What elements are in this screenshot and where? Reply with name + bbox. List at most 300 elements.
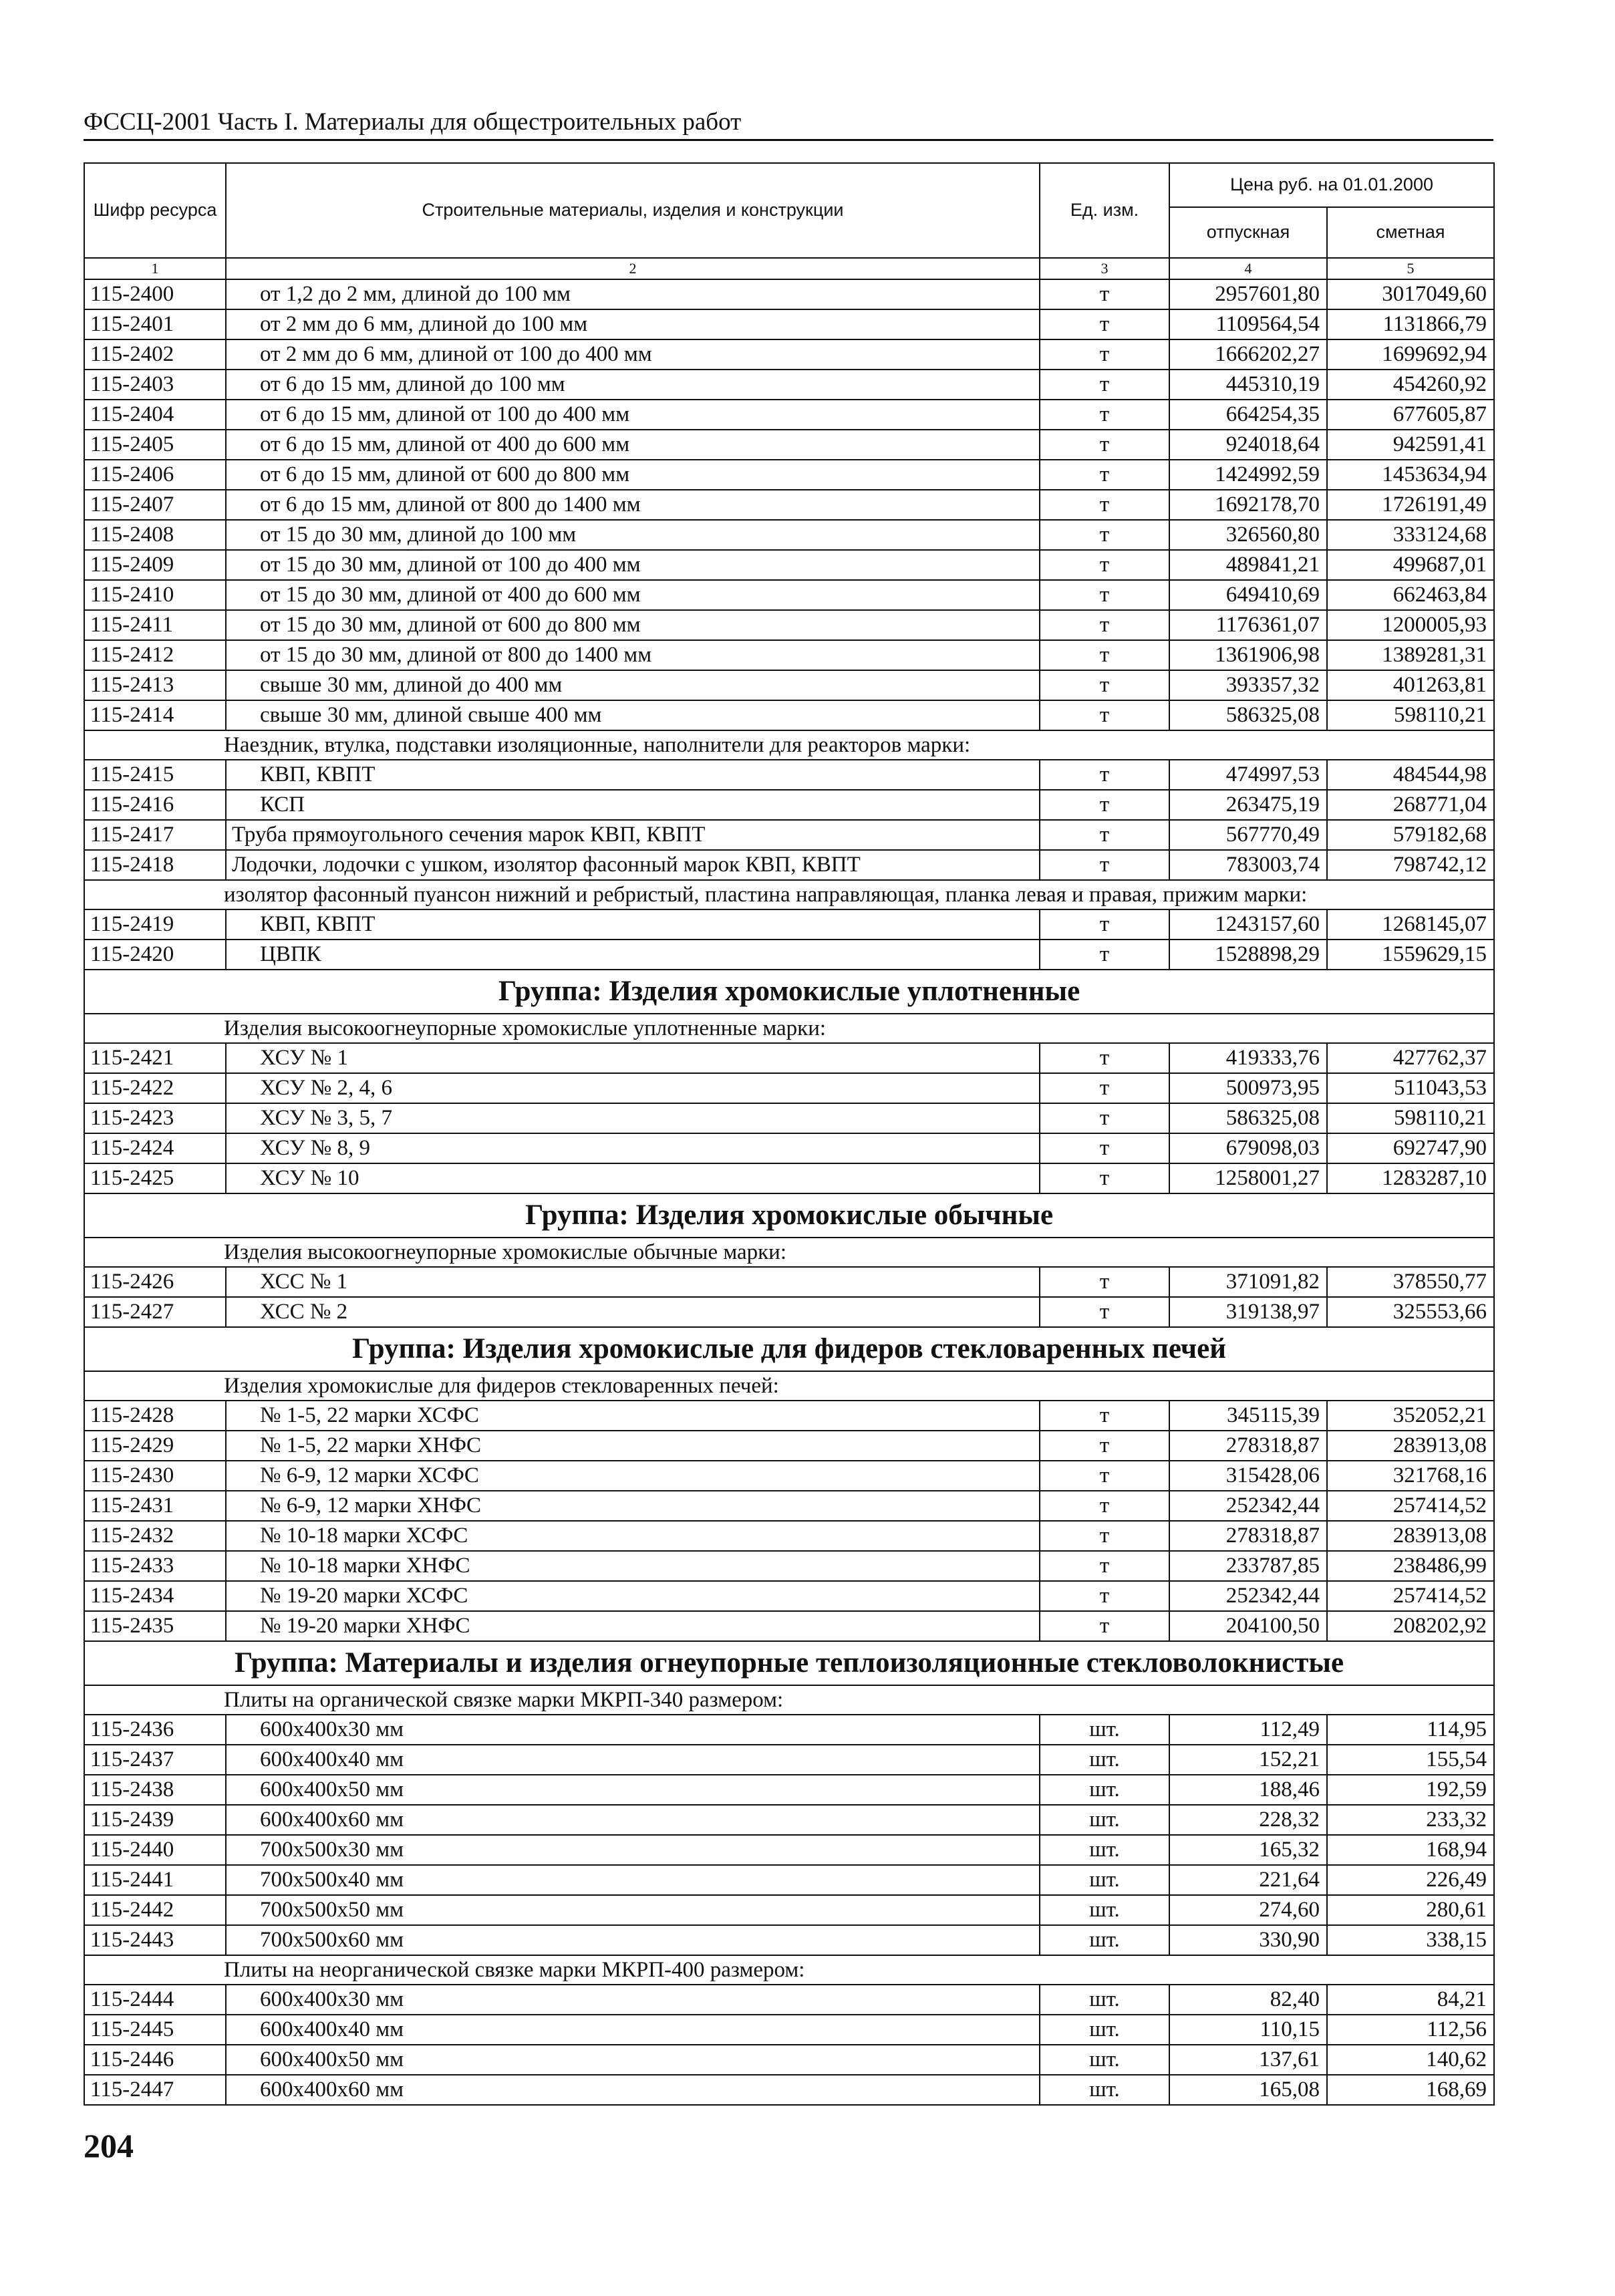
estimate-price: 1389281,31: [1327, 640, 1494, 670]
material-name: КСП: [226, 790, 1040, 820]
estimate-price: 1200005,93: [1327, 610, 1494, 640]
estimate-price: 155,54: [1327, 1745, 1494, 1775]
column-number: 5: [1327, 258, 1494, 279]
unit: т: [1040, 1073, 1169, 1103]
subgroup-row: [84, 1371, 1494, 1401]
estimate-price: 378550,77: [1327, 1267, 1494, 1297]
resource-code: 115-2404: [84, 400, 226, 430]
resource-code: 115-2438: [84, 1775, 226, 1805]
estimate-price: 1131866,79: [1327, 309, 1494, 339]
table-row: [84, 1611, 1494, 1641]
material-name: ХСУ № 1: [226, 1043, 1040, 1073]
table-row: [84, 370, 1494, 400]
release-price: 165,32: [1169, 1835, 1327, 1865]
release-price: 278318,87: [1169, 1521, 1327, 1551]
material-name: от 15 до 30 мм, длиной до 100 мм: [226, 520, 1040, 550]
col-header-code: Шифр ресурса: [84, 163, 226, 258]
estimate-price: 798742,12: [1327, 850, 1494, 880]
resource-code: 115-2417: [84, 820, 226, 850]
material-name: от 2 мм до 6 мм, длиной от 100 до 400 мм: [226, 339, 1040, 370]
table-row: [84, 1103, 1494, 1133]
material-name: от 6 до 15 мм, длиной до 100 мм: [226, 370, 1040, 400]
estimate-price: 226,49: [1327, 1865, 1494, 1895]
column-number: 2: [226, 258, 1040, 279]
unit: т: [1040, 1043, 1169, 1073]
estimate-price: 140,62: [1327, 2045, 1494, 2075]
estimate-price: 192,59: [1327, 1775, 1494, 1805]
unit: т: [1040, 460, 1169, 490]
unit: т: [1040, 610, 1169, 640]
estimate-price: 1453634,94: [1327, 460, 1494, 490]
material-name: 600x400x60 мм: [226, 2075, 1040, 2105]
estimate-price: 168,69: [1327, 2075, 1494, 2105]
table-row: [84, 1985, 1494, 2015]
release-price: 274,60: [1169, 1895, 1327, 1925]
table-row: [84, 490, 1494, 520]
unit: т: [1040, 790, 1169, 820]
release-price: 152,21: [1169, 1745, 1327, 1775]
table-row: [84, 700, 1494, 730]
estimate-price: 268771,04: [1327, 790, 1494, 820]
table-row: [84, 2045, 1494, 2075]
material-name: 600x400x40 мм: [226, 2015, 1040, 2045]
subgroup-title: Изделия высокоогнеупорные хромокислые уплотненные марки:: [84, 1014, 1494, 1043]
unit: т: [1040, 1133, 1169, 1163]
table-row: [84, 1401, 1494, 1431]
release-price: 1109564,54: [1169, 309, 1327, 339]
material-name: 700x500x40 мм: [226, 1865, 1040, 1895]
page-header: ФССЦ-2001 Часть I. Материалы для общестроительных работ: [84, 106, 1493, 141]
material-name: 700x500x50 мм: [226, 1895, 1040, 1925]
table-row: [84, 550, 1494, 580]
resource-code: 115-2444: [84, 1985, 226, 2015]
table-row: [84, 460, 1494, 490]
table-row: [84, 610, 1494, 640]
resource-code: 115-2443: [84, 1925, 226, 1955]
material-name: Лодочки, лодочки с ушком, изолятор фасонный марок КВП, КВПТ: [226, 850, 1040, 880]
material-name: ХСУ № 8, 9: [226, 1133, 1040, 1163]
release-price: 315428,06: [1169, 1461, 1327, 1491]
table-row: [84, 1073, 1494, 1103]
column-number: 1: [84, 258, 226, 279]
estimate-price: 238486,99: [1327, 1551, 1494, 1581]
material-name: ХСУ № 3, 5, 7: [226, 1103, 1040, 1133]
material-name: от 2 мм до 6 мм, длиной до 100 мм: [226, 309, 1040, 339]
table-row: [84, 1925, 1494, 1955]
release-price: 278318,87: [1169, 1431, 1327, 1461]
table-row: [84, 1715, 1494, 1745]
material-name: свыше 30 мм, длиной до 400 мм: [226, 670, 1040, 700]
estimate-price: 1699692,94: [1327, 339, 1494, 370]
table-row: [84, 1133, 1494, 1163]
unit: т: [1040, 1103, 1169, 1133]
table-row: [84, 820, 1494, 850]
unit: т: [1040, 640, 1169, 670]
estimate-price: 401263,81: [1327, 670, 1494, 700]
estimate-price: 338,15: [1327, 1925, 1494, 1955]
unit: т: [1040, 550, 1169, 580]
table-row: [84, 850, 1494, 880]
table-row: [84, 1581, 1494, 1611]
estimate-price: 579182,68: [1327, 820, 1494, 850]
table-row: [84, 309, 1494, 339]
release-price: 586325,08: [1169, 700, 1327, 730]
release-price: 1528898,29: [1169, 940, 1327, 970]
material-name: от 15 до 30 мм, длиной от 600 до 800 мм: [226, 610, 1040, 640]
release-price: 221,64: [1169, 1865, 1327, 1895]
release-price: 1666202,27: [1169, 339, 1327, 370]
release-price: 679098,03: [1169, 1133, 1327, 1163]
table-row: [84, 1431, 1494, 1461]
resource-code: 115-2446: [84, 2045, 226, 2075]
release-price: 233787,85: [1169, 1551, 1327, 1581]
col-header-release: отпускная: [1169, 207, 1327, 258]
release-price: 445310,19: [1169, 370, 1327, 400]
resource-code: 115-2403: [84, 370, 226, 400]
estimate-price: 208202,92: [1327, 1611, 1494, 1641]
material-name: № 19-20 марки ХСФС: [226, 1581, 1040, 1611]
subgroup-title: Изделия хромокислые для фидеров стекловаренных печей:: [84, 1371, 1494, 1401]
unit: шт.: [1040, 2045, 1169, 2075]
unit: т: [1040, 1297, 1169, 1327]
release-price: 419333,76: [1169, 1043, 1327, 1073]
resource-code: 115-2432: [84, 1521, 226, 1551]
resource-code: 115-2430: [84, 1461, 226, 1491]
release-price: 252342,44: [1169, 1581, 1327, 1611]
estimate-price: 333124,68: [1327, 520, 1494, 550]
material-name: от 15 до 30 мм, длиной от 800 до 1400 мм: [226, 640, 1040, 670]
material-name: от 6 до 15 мм, длиной от 600 до 800 мм: [226, 460, 1040, 490]
material-name: № 6-9, 12 марки ХНФС: [226, 1491, 1040, 1521]
table-row: [84, 1835, 1494, 1865]
resource-code: 115-2421: [84, 1043, 226, 1073]
estimate-price: 325553,66: [1327, 1297, 1494, 1327]
material-name: КВП, КВПТ: [226, 909, 1040, 940]
resource-code: 115-2416: [84, 790, 226, 820]
release-price: 1692178,70: [1169, 490, 1327, 520]
resource-code: 115-2427: [84, 1297, 226, 1327]
estimate-price: 454260,92: [1327, 370, 1494, 400]
resource-code: 115-2408: [84, 520, 226, 550]
material-name: ХСС № 1: [226, 1267, 1040, 1297]
unit: т: [1040, 1521, 1169, 1551]
unit: шт.: [1040, 1835, 1169, 1865]
material-name: 700x500x60 мм: [226, 1925, 1040, 1955]
estimate-price: 283913,08: [1327, 1431, 1494, 1461]
estimate-price: 114,95: [1327, 1715, 1494, 1745]
unit: т: [1040, 279, 1169, 309]
group-row: [84, 1193, 1494, 1238]
estimate-price: 427762,37: [1327, 1043, 1494, 1073]
table-row: [84, 1521, 1494, 1551]
unit: шт.: [1040, 2015, 1169, 2045]
material-name: свыше 30 мм, длиной свыше 400 мм: [226, 700, 1040, 730]
group-row: [84, 970, 1494, 1014]
unit: шт.: [1040, 1985, 1169, 2015]
release-price: 228,32: [1169, 1805, 1327, 1835]
estimate-price: 1283287,10: [1327, 1163, 1494, 1193]
resource-code: 115-2424: [84, 1133, 226, 1163]
group-title: Группа: Изделия хромокислые для фидеров стекловаренных печей: [84, 1327, 1494, 1371]
page-number: 204: [84, 2127, 134, 2164]
estimate-price: 662463,84: [1327, 580, 1494, 610]
release-price: 82,40: [1169, 1985, 1327, 2015]
release-price: 1361906,98: [1169, 640, 1327, 670]
unit: т: [1040, 1491, 1169, 1521]
material-name: 600x400x60 мм: [226, 1805, 1040, 1835]
release-price: 345115,39: [1169, 1401, 1327, 1431]
material-name: от 1,2 до 2 мм, длиной до 100 мм: [226, 279, 1040, 309]
table-row: [84, 1461, 1494, 1491]
table-row: [84, 670, 1494, 700]
unit: шт.: [1040, 1745, 1169, 1775]
table-row: [84, 760, 1494, 790]
subgroup-row: [84, 1014, 1494, 1043]
table-row: [84, 400, 1494, 430]
resource-code: 115-2434: [84, 1581, 226, 1611]
estimate-price: 692747,90: [1327, 1133, 1494, 1163]
column-numbers-row: [84, 258, 1494, 279]
subgroup-row: [84, 1685, 1494, 1715]
resource-code: 115-2433: [84, 1551, 226, 1581]
estimate-price: 233,32: [1327, 1805, 1494, 1835]
table-row: [84, 640, 1494, 670]
unit: шт.: [1040, 1895, 1169, 1925]
resource-code: 115-2447: [84, 2075, 226, 2105]
unit: т: [1040, 1461, 1169, 1491]
material-name: Труба прямоугольного сечения марок КВП, КВПТ: [226, 820, 1040, 850]
subgroup-row: [84, 1955, 1494, 1985]
resource-code: 115-2401: [84, 309, 226, 339]
release-price: 474997,53: [1169, 760, 1327, 790]
col-header-name: Строительные материалы, изделия и конструкции: [226, 163, 1040, 258]
resource-code: 115-2409: [84, 550, 226, 580]
subgroup-row: [84, 880, 1494, 909]
unit: т: [1040, 1581, 1169, 1611]
unit: т: [1040, 670, 1169, 700]
resource-code: 115-2410: [84, 580, 226, 610]
material-name: ХСУ № 10: [226, 1163, 1040, 1193]
subgroup-row: [84, 730, 1494, 760]
table-row: [84, 790, 1494, 820]
material-name: 600x400x50 мм: [226, 2045, 1040, 2075]
resource-code: 115-2437: [84, 1745, 226, 1775]
release-price: 371091,82: [1169, 1267, 1327, 1297]
material-name: 600x400x50 мм: [226, 1775, 1040, 1805]
price-table: [84, 162, 1495, 2106]
estimate-price: 1559629,15: [1327, 940, 1494, 970]
table-row: [84, 520, 1494, 550]
unit: т: [1040, 1611, 1169, 1641]
material-name: 600x400x30 мм: [226, 1985, 1040, 2015]
resource-code: 115-2419: [84, 909, 226, 940]
release-price: 137,61: [1169, 2045, 1327, 2075]
release-price: 188,46: [1169, 1775, 1327, 1805]
resource-code: 115-2406: [84, 460, 226, 490]
release-price: 204100,50: [1169, 1611, 1327, 1641]
resource-code: 115-2418: [84, 850, 226, 880]
estimate-price: 257414,52: [1327, 1491, 1494, 1521]
unit: т: [1040, 370, 1169, 400]
resource-code: 115-2425: [84, 1163, 226, 1193]
estimate-price: 1726191,49: [1327, 490, 1494, 520]
unit: т: [1040, 700, 1169, 730]
estimate-price: 168,94: [1327, 1835, 1494, 1865]
estimate-price: 499687,01: [1327, 550, 1494, 580]
release-price: 1176361,07: [1169, 610, 1327, 640]
material-name: ХСУ № 2, 4, 6: [226, 1073, 1040, 1103]
resource-code: 115-2411: [84, 610, 226, 640]
release-price: 924018,64: [1169, 430, 1327, 460]
resource-code: 115-2413: [84, 670, 226, 700]
material-name: № 10-18 марки ХСФС: [226, 1521, 1040, 1551]
release-price: 500973,95: [1169, 1073, 1327, 1103]
release-price: 1424992,59: [1169, 460, 1327, 490]
unit: шт.: [1040, 1865, 1169, 1895]
group-row: [84, 1641, 1494, 1685]
release-price: 393357,32: [1169, 670, 1327, 700]
release-price: 2957601,80: [1169, 279, 1327, 309]
material-name: от 15 до 30 мм, длиной от 100 до 400 мм: [226, 550, 1040, 580]
release-price: 330,90: [1169, 1925, 1327, 1955]
col-header-price: Цена руб. на 01.01.2000: [1169, 163, 1494, 207]
estimate-price: 84,21: [1327, 1985, 1494, 2015]
estimate-price: 598110,21: [1327, 700, 1494, 730]
estimate-price: 598110,21: [1327, 1103, 1494, 1133]
estimate-price: 280,61: [1327, 1895, 1494, 1925]
resource-code: 115-2402: [84, 339, 226, 370]
estimate-price: 3017049,60: [1327, 279, 1494, 309]
table-row: [84, 430, 1494, 460]
estimate-price: 352052,21: [1327, 1401, 1494, 1431]
col-header-estimate: сметная: [1327, 207, 1494, 258]
material-name: ХСС № 2: [226, 1297, 1040, 1327]
release-price: 326560,80: [1169, 520, 1327, 550]
material-name: от 6 до 15 мм, длиной от 800 до 1400 мм: [226, 490, 1040, 520]
unit: т: [1040, 339, 1169, 370]
material-name: 600x400x40 мм: [226, 1745, 1040, 1775]
subgroup-title: Наездник, втулка, подставки изоляционные, наполнители для реакторов марки:: [84, 730, 1494, 760]
resource-code: 115-2440: [84, 1835, 226, 1865]
resource-code: 115-2414: [84, 700, 226, 730]
resource-code: 115-2405: [84, 430, 226, 460]
estimate-price: 112,56: [1327, 2015, 1494, 2045]
resource-code: 115-2431: [84, 1491, 226, 1521]
material-name: ЦВПК: [226, 940, 1040, 970]
release-price: 112,49: [1169, 1715, 1327, 1745]
table-row: [84, 279, 1494, 309]
resource-code: 115-2429: [84, 1431, 226, 1461]
unit: т: [1040, 1267, 1169, 1297]
release-price: 263475,19: [1169, 790, 1327, 820]
resource-code: 115-2426: [84, 1267, 226, 1297]
resource-code: 115-2441: [84, 1865, 226, 1895]
resource-code: 115-2415: [84, 760, 226, 790]
table-row: [84, 1267, 1494, 1297]
release-price: 252342,44: [1169, 1491, 1327, 1521]
estimate-price: 1268145,07: [1327, 909, 1494, 940]
subgroup-title: Изделия высокоогнеупорные хромокислые обычные марки:: [84, 1238, 1494, 1267]
material-name: от 6 до 15 мм, длиной от 400 до 600 мм: [226, 430, 1040, 460]
estimate-price: 677605,87: [1327, 400, 1494, 430]
table-row: [84, 1775, 1494, 1805]
release-price: 567770,49: [1169, 820, 1327, 850]
unit: т: [1040, 909, 1169, 940]
unit: т: [1040, 940, 1169, 970]
resource-code: 115-2423: [84, 1103, 226, 1133]
unit: т: [1040, 1163, 1169, 1193]
release-price: 489841,21: [1169, 550, 1327, 580]
material-name: 600x400x30 мм: [226, 1715, 1040, 1745]
unit: т: [1040, 490, 1169, 520]
unit: т: [1040, 430, 1169, 460]
table-row: [84, 339, 1494, 370]
group-title: Группа: Изделия хромокислые уплотненные: [84, 970, 1494, 1014]
table-row: [84, 1745, 1494, 1775]
resource-code: 115-2420: [84, 940, 226, 970]
resource-code: 115-2422: [84, 1073, 226, 1103]
release-price: 1258001,27: [1169, 1163, 1327, 1193]
release-price: 110,15: [1169, 2015, 1327, 2045]
material-name: № 6-9, 12 марки ХСФС: [226, 1461, 1040, 1491]
unit: т: [1040, 520, 1169, 550]
table-row: [84, 909, 1494, 940]
unit: шт.: [1040, 1805, 1169, 1835]
table-row: [84, 1895, 1494, 1925]
group-row: [84, 1327, 1494, 1371]
table-row: [84, 1043, 1494, 1073]
unit: т: [1040, 850, 1169, 880]
unit: т: [1040, 1401, 1169, 1431]
resource-code: 115-2439: [84, 1805, 226, 1835]
resource-code: 115-2442: [84, 1895, 226, 1925]
resource-code: 115-2412: [84, 640, 226, 670]
table-row: [84, 580, 1494, 610]
unit: т: [1040, 400, 1169, 430]
table-row: [84, 1865, 1494, 1895]
subgroup-row: [84, 1238, 1494, 1267]
resource-code: 115-2445: [84, 2015, 226, 2045]
resource-code: 115-2400: [84, 279, 226, 309]
release-price: 783003,74: [1169, 850, 1327, 880]
table-row: [84, 1163, 1494, 1193]
unit: шт.: [1040, 2075, 1169, 2105]
unit: шт.: [1040, 1925, 1169, 1955]
resource-code: 115-2428: [84, 1401, 226, 1431]
table-row: [84, 1297, 1494, 1327]
table-row: [84, 2015, 1494, 2045]
material-name: от 6 до 15 мм, длиной от 100 до 400 мм: [226, 400, 1040, 430]
unit: шт.: [1040, 1775, 1169, 1805]
estimate-price: 511043,53: [1327, 1073, 1494, 1103]
table-row: [84, 1805, 1494, 1835]
release-price: 1243157,60: [1169, 909, 1327, 940]
unit: т: [1040, 1551, 1169, 1581]
material-name: 700x500x30 мм: [226, 1835, 1040, 1865]
release-price: 165,08: [1169, 2075, 1327, 2105]
table-row: [84, 1491, 1494, 1521]
material-name: от 15 до 30 мм, длиной от 400 до 600 мм: [226, 580, 1040, 610]
estimate-price: 484544,98: [1327, 760, 1494, 790]
col-header-unit: Ед. изм.: [1040, 163, 1169, 258]
subgroup-title: Плиты на органической связке марки МКРП-340 размером:: [84, 1685, 1494, 1715]
release-price: 319138,97: [1169, 1297, 1327, 1327]
unit: т: [1040, 309, 1169, 339]
release-price: 649410,69: [1169, 580, 1327, 610]
estimate-price: 942591,41: [1327, 430, 1494, 460]
material-name: № 1-5, 22 марки ХНФС: [226, 1431, 1040, 1461]
resource-code: 115-2435: [84, 1611, 226, 1641]
